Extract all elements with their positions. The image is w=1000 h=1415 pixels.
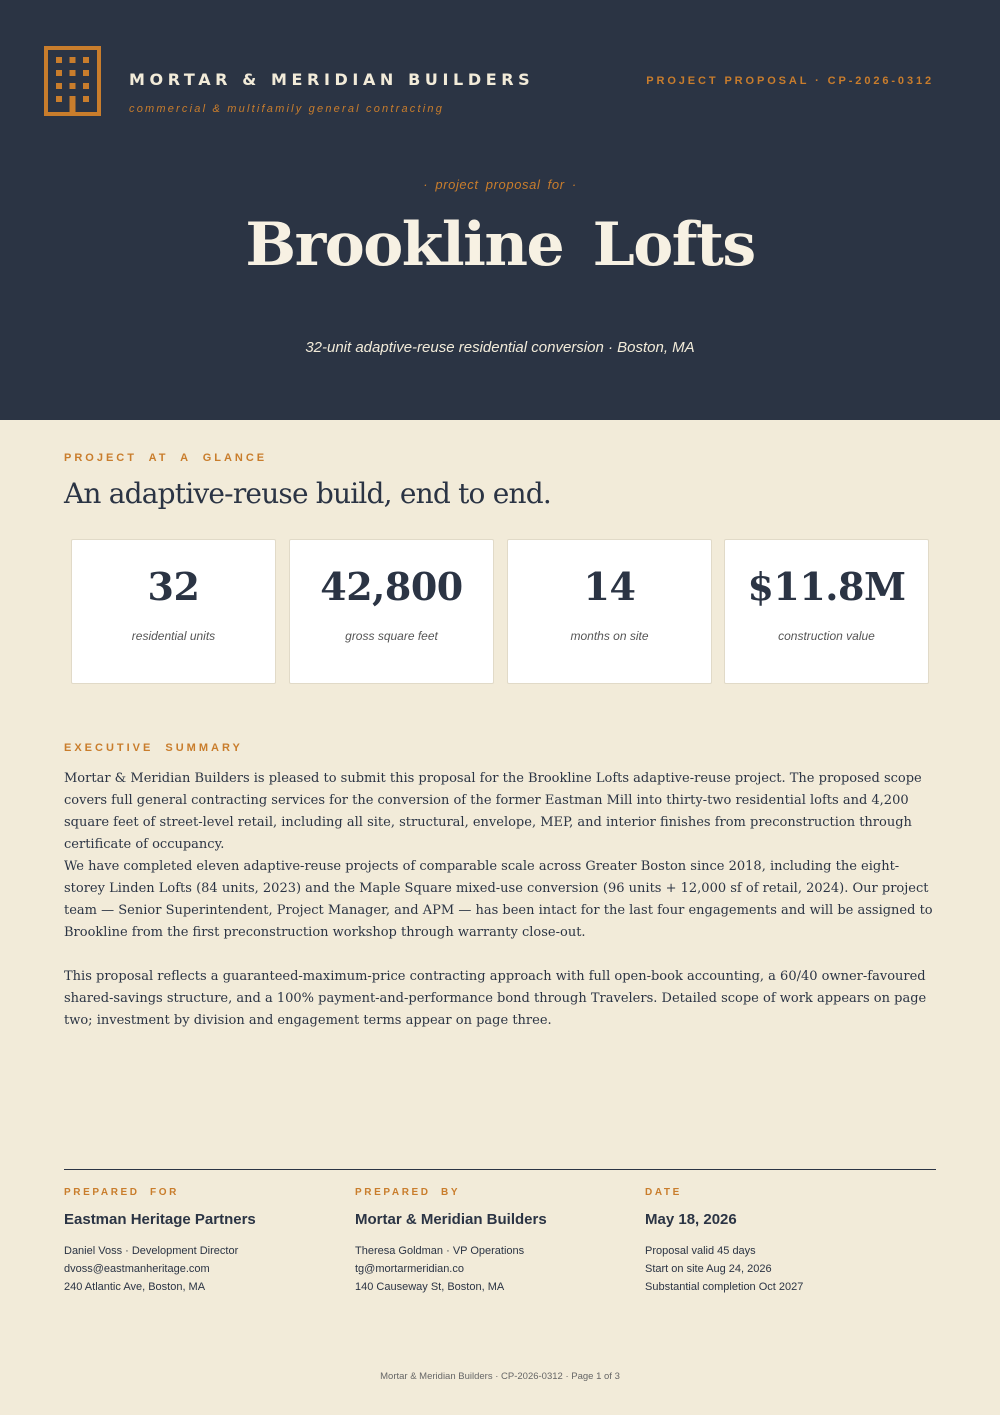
prepared-for-eyebrow: PREPARED FOR xyxy=(64,1187,179,1198)
proposal-reference: PROJECT PROPOSAL · CP-2026-0312 xyxy=(646,75,934,87)
contractor-name: Mortar & Meridian Builders xyxy=(355,1211,547,1228)
stat-label: construction value xyxy=(778,629,875,643)
stat-card-units xyxy=(71,539,276,684)
prepared-by-eyebrow: PREPARED BY xyxy=(355,1187,461,1198)
date-block xyxy=(645,1187,905,1296)
stat-value: 14 xyxy=(583,564,636,609)
stat-value: $11.8M xyxy=(747,564,906,609)
completion-date: Substantial completion Oct 2027 xyxy=(645,1281,804,1293)
client-name: Eastman Heritage Partners xyxy=(64,1211,256,1228)
summary-eyebrow: EXECUTIVE SUMMARY xyxy=(64,742,243,754)
brand-name: MORTAR & MERIDIAN BUILDERS xyxy=(129,70,535,89)
client-address: 240 Atlantic Ave, Boston, MA xyxy=(64,1281,206,1293)
client-contact: Daniel Voss · Development Director xyxy=(64,1245,239,1257)
page-footer: Mortar & Meridian Builders · CP-2026-0312 · Page 1 of 3 xyxy=(380,1371,620,1382)
stat-label: months on site xyxy=(570,629,649,643)
start-date: Start on site Aug 24, 2026 xyxy=(645,1263,772,1275)
proposal-date: May 18, 2026 xyxy=(645,1211,737,1228)
stat-value: 32 xyxy=(147,564,200,609)
header-band xyxy=(0,0,1000,420)
prepared-by-block xyxy=(355,1187,615,1296)
brand-tagline: commercial & multifamily general contracting xyxy=(129,103,445,115)
client-email: dvoss@eastmanheritage.com xyxy=(64,1263,210,1275)
date-eyebrow: DATE xyxy=(645,1187,682,1198)
summary-paragraph-3: This proposal reflects a guaranteed-maximum-price contracting approach with full open-book accounting, a 60/40 owner-favoured shared-savings structure, and a 100% payment-and-performance bond through Travelers. Detailed scope of work appears on page two; investment by division and engagement terms appear on page three. xyxy=(64,969,927,1028)
page-title: Brookline Lofts xyxy=(245,210,755,280)
stat-value: 42,800 xyxy=(320,564,463,609)
prepared-for-block xyxy=(64,1187,324,1296)
stat-card-square-feet xyxy=(289,539,494,684)
proposal-validity: Proposal valid 45 days xyxy=(645,1245,756,1257)
stat-card-value xyxy=(724,539,929,684)
glance-eyebrow: PROJECT AT A GLANCE xyxy=(64,452,268,464)
summary-paragraph-1: Mortar & Meridian Builders is pleased to submit this proposal for the Brookline Lofts adaptive-reuse project. The proposed scope covers full general contracting services for the conversion of the former Eastman Mill into thirty-two residential lofts and 4,200 square feet of street-level retail, including all site, structural, envelope, MEP, and interior finishes from preconstruction through certificate of occupancy. xyxy=(64,771,922,852)
contractor-email: tg@mortarmeridian.co xyxy=(355,1263,464,1275)
building-icon xyxy=(44,46,101,116)
glance-heading: An adaptive-reuse build, end to end. xyxy=(64,477,551,510)
page-subtitle: 32-unit adaptive-reuse residential conversion · Boston, MA xyxy=(305,339,695,356)
stat-label: residential units xyxy=(131,629,216,643)
stat-label: gross square feet xyxy=(345,629,438,643)
title-kicker: · project proposal for · xyxy=(423,177,577,192)
stat-card-months xyxy=(507,539,712,684)
contractor-address: 140 Causeway St, Boston, MA xyxy=(355,1281,505,1293)
contractor-contact: Theresa Goldman · VP Operations xyxy=(355,1245,525,1257)
divider xyxy=(64,1169,936,1170)
summary-paragraph-2: We have completed eleven adaptive-reuse projects of comparable scale across Greater Boston since 2018, including the eight-storey Linden Lofts (84 units, 2023) and the Maple Square mixed-use conversion (96 units + 12,000 sf of retail, 2024). Our project team — Senior Superintendent, Project Manager, and APM — has been intact for the last four engagements and will be assigned to Brookline from the first preconstruction workshop through warranty close-out. xyxy=(64,859,933,940)
